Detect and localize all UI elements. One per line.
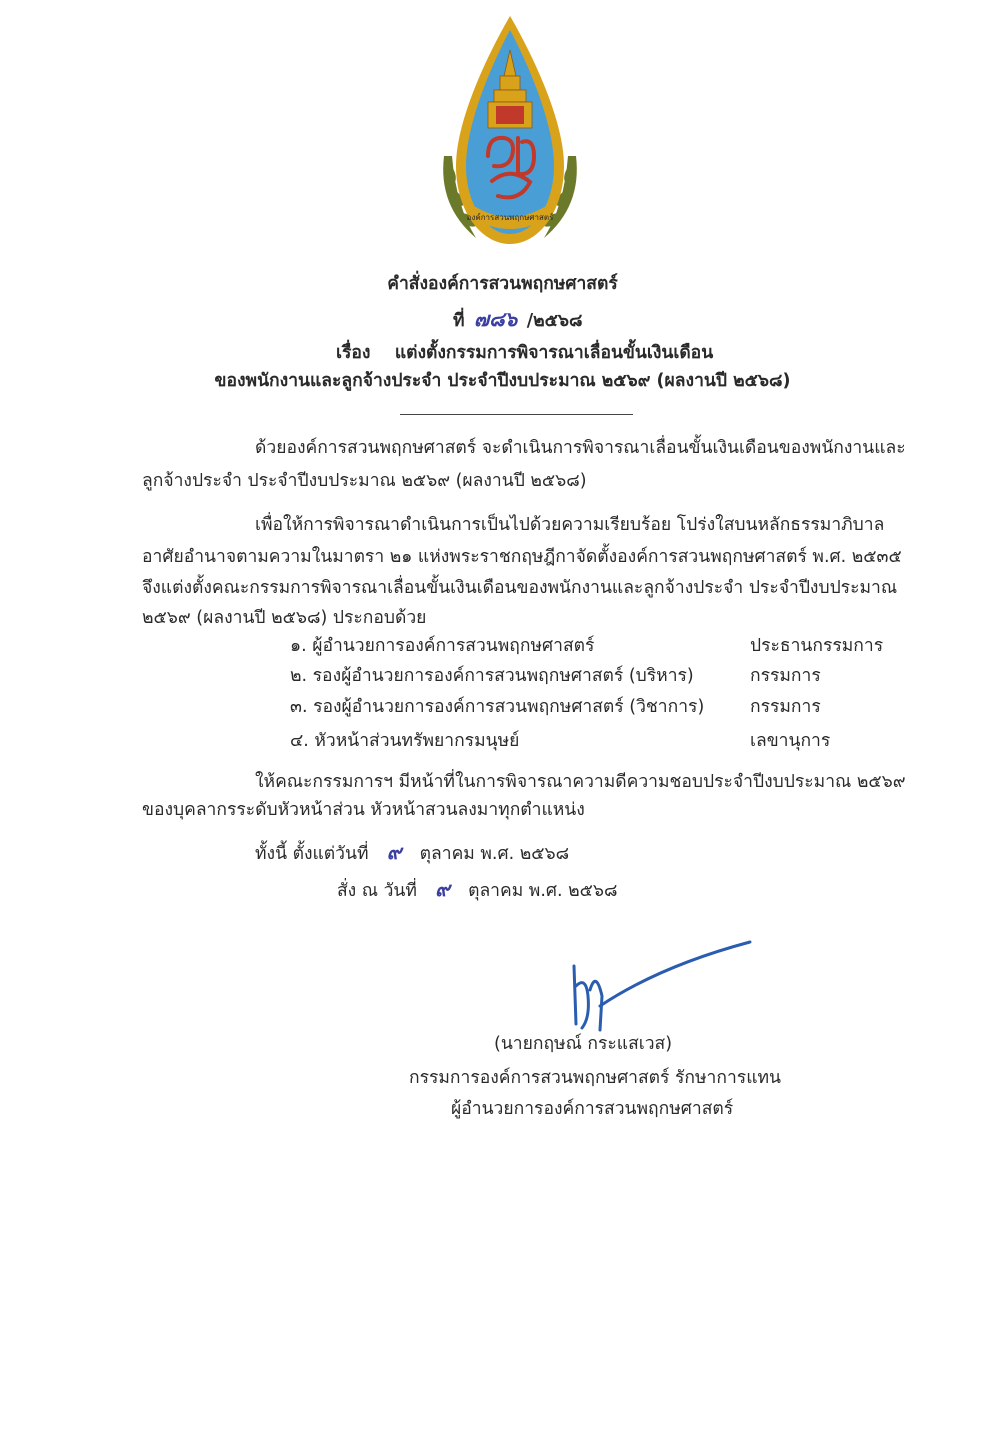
effective-suffix: ตุลาคม พ.ศ. ๒๕๖๘ bbox=[419, 844, 570, 864]
para3-line2: ของบุคลากรระดับหัวหน้าส่วน หัวหน้าสวนลงมาทุกตำแหน่ง bbox=[142, 800, 585, 820]
order-title: คำสั่งองค์การสวนพฤกษศาสตร์ bbox=[387, 274, 618, 294]
signatory-title-2: ผู้อำนวยการองค์การสวนพฤกษศาสตร์ bbox=[451, 1099, 734, 1119]
effective-date bbox=[255, 840, 569, 866]
para1-line1: ด้วยองค์การสวนพฤกษศาสตร์ จะดำเนินการพิจารณาเลื่อนขั้นเงินเดือนของพนักงานและ bbox=[255, 438, 906, 458]
para2-line3: จึงแต่งตั้งคณะกรรมการพิจารณาเลื่อนขั้นเงินเดือนของพนักงานและลูกจ้างประจำ ประจำปีงบประมาณ bbox=[142, 578, 898, 598]
para2-line2: อาศัยอำนาจตามความในมาตรา ๒๑ แห่งพระราชกฤษฎีกาจัดตั้งองค์การสวนพฤกษศาสตร์ พ.ศ. ๒๕๓๕ bbox=[142, 547, 902, 567]
member-1-role: ประธานกรรมการ bbox=[750, 636, 884, 656]
subject-text: แต่งตั้งกรรมการพิจารณาเลื่อนขั้นเงินเดือน bbox=[394, 343, 714, 363]
para2-line4: ๒๕๖๙ (ผลงานปี ๒๕๖๘) ประกอบด้วย bbox=[142, 608, 427, 628]
ordered-day-handwritten: ๙ bbox=[435, 877, 450, 901]
seal-text: องค์การสวนพฤกษศาสตร์ bbox=[466, 213, 554, 222]
member-2-role: กรรมการ bbox=[750, 666, 821, 686]
order-number bbox=[453, 307, 583, 333]
member-4-name: ๔. หัวหน้าส่วนทรัพยากรมนุษย์ bbox=[290, 731, 520, 751]
member-3-name: ๓. รองผู้อำนวยการองค์การสวนพฤกษศาสตร์ (วิชาการ) bbox=[290, 697, 705, 717]
member-3-role: กรรมการ bbox=[750, 697, 821, 717]
para2-line1: เพื่อให้การพิจารณาดำเนินการเป็นไปด้วยความเรียบร้อย โปร่งใสบนหลักธรรมาภิบาล bbox=[255, 515, 885, 535]
subject-label: เรื่อง bbox=[336, 343, 371, 363]
subject-line-1 bbox=[336, 341, 713, 365]
para1-line2: ลูกจ้างประจำ ประจำปีงบประมาณ ๒๕๖๙ (ผลงานปี ๒๕๖๘) bbox=[142, 471, 587, 491]
header-divider bbox=[400, 414, 633, 415]
organization-seal-logo bbox=[436, 6, 584, 258]
number-prefix: ที่ bbox=[453, 311, 465, 331]
effective-prefix: ทั้งนี้ ตั้งแต่วันที่ bbox=[255, 844, 369, 864]
signatory-title-1: กรรมการองค์การสวนพฤกษศาสตร์ รักษาการแทน bbox=[409, 1068, 781, 1088]
para3-line1: ให้คณะกรรมการฯ มีหน้าที่ในการพิจารณาความดีความชอบประจำปีงบประมาณ ๒๕๖๙ bbox=[255, 772, 906, 792]
ordered-prefix: สั่ง ณ วันที่ bbox=[337, 881, 417, 901]
ordered-suffix: ตุลาคม พ.ศ. ๒๕๖๘ bbox=[468, 881, 618, 901]
member-4-role: เลขานุการ bbox=[750, 731, 831, 751]
subject-line-2: ของพนักงานและลูกจ้างประจำ ประจำปีงบประมาณ ๒๕๖๙ (ผลงานปี ๒๕๖๘) bbox=[214, 371, 791, 391]
handwritten-signature bbox=[560, 936, 760, 1046]
ordered-date bbox=[337, 877, 618, 903]
member-2-name: ๒. รองผู้อำนวยการองค์การสวนพฤกษศาสตร์ (บริหาร) bbox=[290, 666, 694, 686]
effective-day-handwritten: ๙ bbox=[386, 840, 402, 864]
number-suffix: /๒๕๖๘ bbox=[526, 311, 583, 331]
handwritten-number: ๗๘๖ bbox=[474, 307, 518, 331]
member-1-name: ๑. ผู้อำนวยการองค์การสวนพฤกษศาสตร์ bbox=[290, 636, 595, 656]
signatory-name: (นายกฤษณ์ กระแสเวส) bbox=[494, 1034, 673, 1054]
